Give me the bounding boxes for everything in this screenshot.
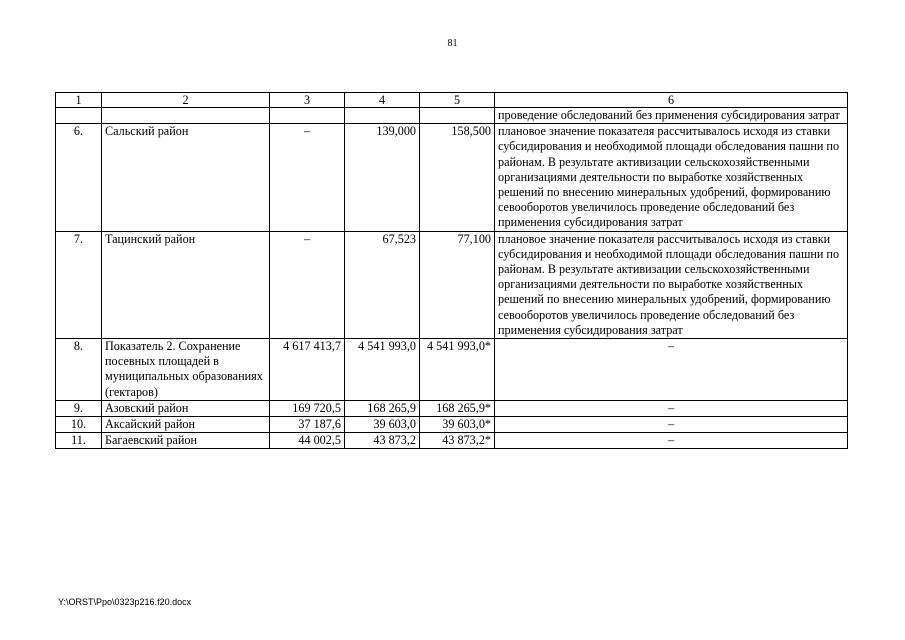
table-row	[56, 417, 848, 433]
table-row	[56, 339, 848, 401]
row-number: 7.	[56, 231, 102, 338]
column-header: 3	[270, 93, 345, 108]
row-name: Азовский район	[102, 400, 270, 416]
row-value-col4: 139,000	[345, 124, 420, 231]
row-name	[102, 108, 270, 124]
column-header: 4	[345, 93, 420, 108]
row-value-col3: 37 187,6	[270, 417, 345, 433]
row-value-col4: 67,523	[345, 231, 420, 338]
column-header: 5	[420, 93, 495, 108]
row-value-col5: 158,500	[420, 124, 495, 231]
row-comment: плановое значение показателя рассчитывалось исходя из ставки субсидирования и необходимой площади обследования пашни по районам. В результате активизации сельскохозяйственными организациями деятельности по выработке хозяйственных решений по внесению минеральных удобрений, формированию севооборотов увеличилось проведение обследований без применения субсидирования затрат	[495, 231, 848, 338]
row-comment: проведение обследований без применения субсидирования затрат	[495, 108, 848, 124]
row-value-col3: 4 617 413,7	[270, 339, 345, 401]
row-comment: –	[495, 400, 848, 416]
row-value-col3: –	[270, 124, 345, 231]
row-value-col4	[345, 108, 420, 124]
row-number: 10.	[56, 417, 102, 433]
column-header: 6	[495, 93, 848, 108]
row-value-col4: 4 541 993,0	[345, 339, 420, 401]
row-number: 9.	[56, 400, 102, 416]
row-comment: –	[495, 417, 848, 433]
table-row	[56, 433, 848, 449]
row-value-col3	[270, 108, 345, 124]
row-name: Тацинский район	[102, 231, 270, 338]
file-path-footer: Y:\ORST\Ppo\0323p216.f20.docx	[58, 597, 192, 607]
row-value-col3: –	[270, 231, 345, 338]
row-comment: плановое значение показателя рассчитывалось исходя из ставки субсидирования и необходимой площади обследования пашни по районам. В результате активизации сельскохозяйственными организациями деятельности по выработке хозяйственных решений по внесению минеральных удобрений, формированию севооборотов увеличилось проведение обследований без применения субсидирования затрат	[495, 124, 848, 231]
row-number: 11.	[56, 433, 102, 449]
row-name: Сальский район	[102, 124, 270, 231]
table-row	[56, 108, 848, 124]
row-value-col4: 43 873,2	[345, 433, 420, 449]
row-value-col5: 43 873,2*	[420, 433, 495, 449]
row-comment: –	[495, 433, 848, 449]
row-value-col5: 4 541 993,0*	[420, 339, 495, 401]
row-number	[56, 108, 102, 124]
column-header: 2	[102, 93, 270, 108]
row-name: Показатель 2. Сохранение посевных площадей в муниципальных образованиях (гектаров)	[102, 339, 270, 401]
row-value-col5: 39 603,0*	[420, 417, 495, 433]
row-name: Аксайский район	[102, 417, 270, 433]
row-name: Багаевский район	[102, 433, 270, 449]
data-table	[55, 92, 848, 449]
row-value-col3: 44 002,5	[270, 433, 345, 449]
row-value-col5: 168 265,9*	[420, 400, 495, 416]
row-value-col4: 168 265,9	[345, 400, 420, 416]
table-row	[56, 400, 848, 416]
row-value-col4: 39 603,0	[345, 417, 420, 433]
page-number: 81	[447, 38, 458, 49]
row-value-col3: 169 720,5	[270, 400, 345, 416]
row-comment: –	[495, 339, 848, 401]
row-value-col5	[420, 108, 495, 124]
row-number: 8.	[56, 339, 102, 401]
row-value-col5: 77,100	[420, 231, 495, 338]
column-header: 1	[56, 93, 102, 108]
table-row	[56, 124, 848, 231]
row-number: 6.	[56, 124, 102, 231]
table-header-row	[56, 93, 848, 108]
table-row	[56, 231, 848, 338]
